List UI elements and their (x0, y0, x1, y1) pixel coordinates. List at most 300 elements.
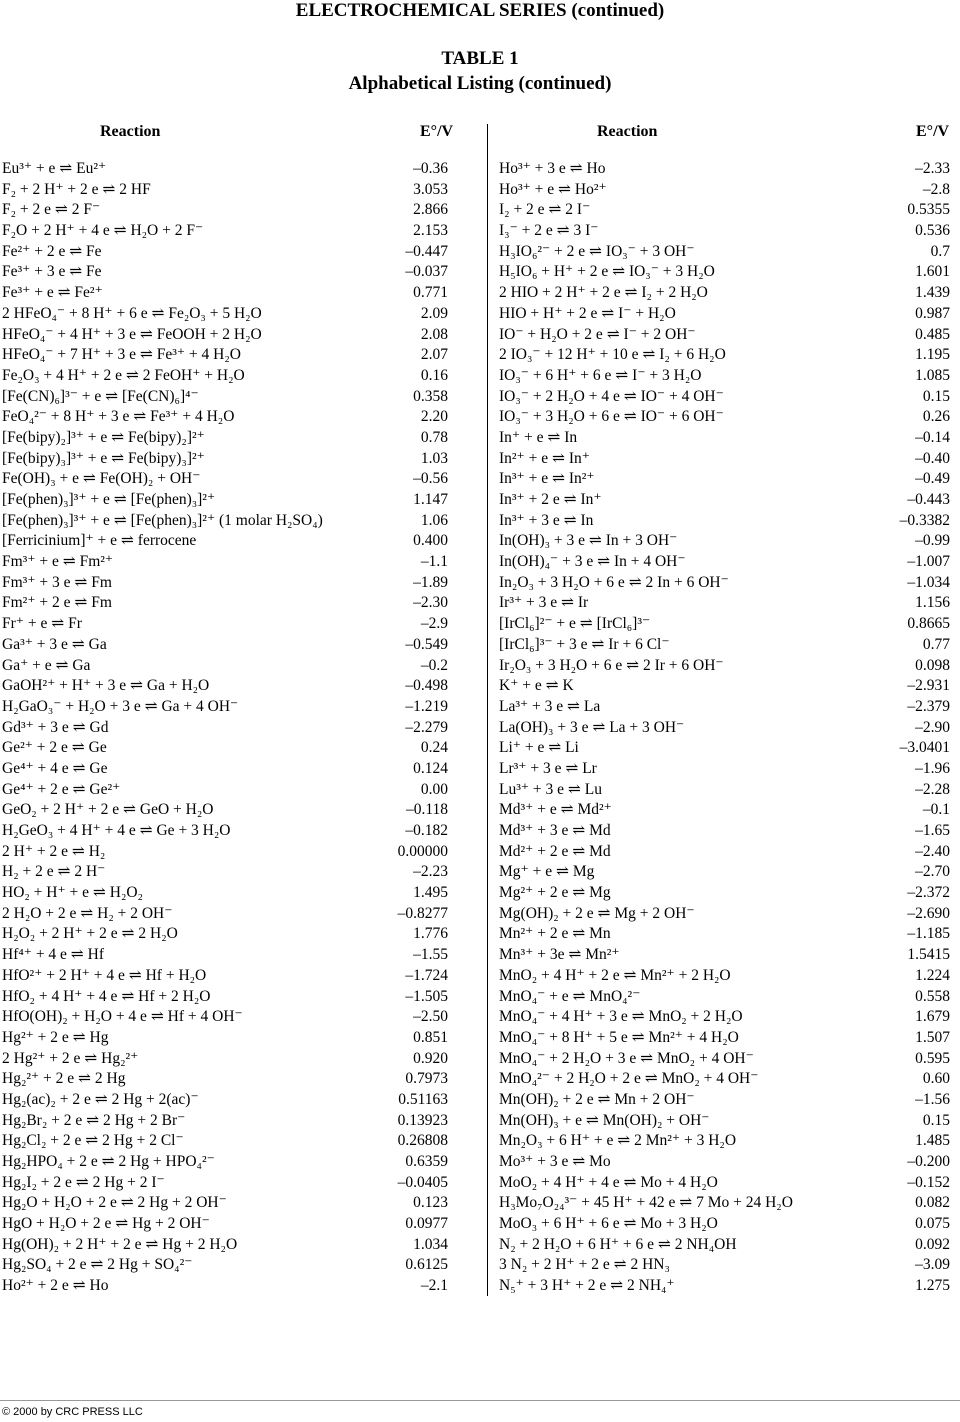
table-row (499, 490, 950, 511)
copyright-footer: © 2000 by CRC PRESS LLC (2, 1406, 143, 1418)
table-row (2, 531, 450, 552)
potential-value: –0.118 (405, 801, 448, 819)
table-row (2, 738, 450, 759)
reaction-equation: HO₂ + H⁺ + e ⇌ H₂O₂ (2, 884, 143, 902)
table-row (2, 697, 450, 718)
table-row (499, 800, 950, 821)
potential-value: 0.15 (922, 387, 950, 405)
potential-value: –0.14 (915, 428, 950, 446)
potential-value: –2.33 (915, 160, 950, 177)
reaction-equation: [Fe(phen)₃]³⁺ + e ⇌ [Fe(phen)₃]²⁺ (2, 491, 216, 508)
table-row (499, 924, 950, 945)
potential-value: 0.536 (915, 222, 950, 240)
table-row (499, 449, 950, 470)
reaction-equation: GaOH²⁺ + H⁺ + 3 e ⇌ Ga + H₂O (2, 677, 210, 695)
potential-value: 0.098 (915, 656, 950, 674)
reaction-equation: F₂O + 2 H⁺ + 4 e ⇌ H₂O + 2 F⁻ (2, 222, 204, 240)
potential-value: 1.224 (915, 966, 950, 984)
table-row (2, 1152, 450, 1173)
table-row (2, 262, 450, 283)
potential-value: 1.085 (915, 366, 950, 384)
reaction-equation: HfO₂ + 4 H⁺ + 4 e ⇌ Hf + 2 H₂O (2, 987, 211, 1005)
reaction-equation: Ga⁺ + e ⇌ Ga (2, 656, 91, 674)
reaction-equation: MoO₃ + 6 H⁺ + 6 e ⇌ Mo + 3 H₂O (499, 1215, 718, 1233)
potential-value: 0.00 (420, 780, 448, 798)
reaction-equation: Md²⁺ + 2 e ⇌ Md (499, 842, 611, 860)
potential-value: –0.182 (405, 822, 448, 839)
potential-value: 0.595 (915, 1049, 950, 1067)
reaction-equation: Hg₂HPO₄ + 2 e ⇌ 2 Hg + HPO₄²⁻ (2, 1153, 215, 1170)
table-row (499, 159, 950, 180)
reaction-equation: Mg(OH)₂ + 2 e ⇌ Mg + 2 OH⁻ (499, 904, 695, 922)
potential-value: 2.153 (413, 222, 448, 240)
potential-value: –0.2 (420, 656, 448, 674)
reaction-equation: MnO₄²⁻ + 2 H₂O + 2 e ⇌ MnO₂ + 4 OH⁻ (499, 1070, 759, 1088)
reaction-equation: HgO + H₂O + 2 e ⇌ Hg + 2 OH⁻ (2, 1215, 210, 1233)
reaction-equation: H₃Mo₇O₂₄³⁻ + 45 H⁺ + 42 e ⇌ 7 Mo + 24 H₂O (499, 1194, 793, 1212)
reaction-equation: Mn³⁺ + 3e ⇌ Mn²⁺ (499, 946, 620, 964)
left-reaction-table (2, 159, 450, 1297)
reaction-equation: Ho²⁺ + 2 e ⇌ Ho (2, 1277, 109, 1295)
table-row (2, 945, 450, 966)
reaction-equation: In³⁺ + 3 e ⇌ In (499, 511, 594, 529)
reaction-equation: Hg₂Br₂ + 2 e ⇌ 2 Hg + 2 Br⁻ (2, 1111, 186, 1129)
potential-value: –1.96 (915, 759, 950, 777)
potential-value: –0.0405 (397, 1173, 448, 1191)
potential-value: –1.219 (405, 697, 448, 715)
potential-value: 0.5355 (907, 201, 950, 219)
potential-value: –2.8 (922, 180, 950, 198)
table-row (2, 718, 450, 739)
table-row (2, 614, 450, 635)
table-row (499, 1276, 950, 1297)
table-row (2, 469, 450, 490)
potential-value: 2.07 (420, 346, 448, 364)
table-row (2, 428, 450, 449)
potential-value: –2.30 (413, 594, 448, 612)
reaction-equation: Mn²⁺ + 2 e ⇌ Mn (499, 925, 611, 943)
potential-value: 1.5415 (907, 946, 950, 964)
potential-value: 0.16 (420, 366, 448, 384)
table-row (499, 407, 950, 428)
potential-value: 1.275 (915, 1277, 950, 1295)
potential-value: 0.24 (420, 739, 448, 757)
potential-value: 0.26 (922, 408, 950, 426)
reaction-equation: Gd³⁺ + 3 e ⇌ Gd (2, 718, 109, 736)
reaction-equation: In³⁺ + 2 e ⇌ In⁺ (499, 491, 602, 508)
table-row (499, 987, 950, 1008)
potential-value: 1.147 (413, 491, 448, 508)
reaction-equation: F₂ + 2 H⁺ + 2 e ⇌ 2 HF (2, 180, 151, 198)
table-row (2, 283, 450, 304)
reaction-equation: Mg⁺ + e ⇌ Mg (499, 863, 595, 881)
reaction-equation: Ge⁴⁺ + 2 e ⇌ Ge²⁺ (2, 780, 121, 798)
table-row (2, 387, 450, 408)
reaction-equation: Eu³⁺ + e ⇌ Eu²⁺ (2, 160, 107, 177)
table-row (2, 1193, 450, 1214)
potential-value: 1.195 (915, 346, 950, 364)
reaction-equation: N₅⁺ + 3 H⁺ + 2 e ⇌ 2 NH₄⁺ (499, 1277, 675, 1295)
reaction-equation: I₂ + 2 e ⇌ 2 I⁻ (499, 201, 591, 219)
reaction-equation: Fm²⁺ + 2 e ⇌ Fm (2, 594, 112, 612)
potential-value: –0.443 (907, 491, 950, 508)
table-row (2, 221, 450, 242)
reaction-equation: 2 HIO + 2 H⁺ + 2 e ⇌ I₂ + 2 H₂O (499, 284, 708, 302)
potential-value: 0.123 (413, 1194, 448, 1212)
table-row (2, 1007, 450, 1028)
reaction-equation: IO⁻ + H₂O + 2 e ⇌ I⁻ + 2 OH⁻ (499, 325, 696, 343)
reaction-equation: [Fe(phen)₃]³⁺ + e ⇌ [Fe(phen)₃]²⁺ (1 molar H₂SO₄) (2, 511, 323, 529)
right-reaction-header: Reaction (597, 123, 658, 140)
potential-value: 0.60 (922, 1070, 950, 1088)
potential-value: 0.15 (922, 1111, 950, 1129)
potential-value: –2.9 (420, 615, 448, 633)
table-row (499, 1090, 950, 1111)
table-row (499, 262, 950, 283)
reaction-equation: In⁺ + e ⇌ In (499, 428, 578, 446)
potential-value: 0.00000 (397, 842, 448, 860)
reaction-equation: Fe₂O₃ + 4 H⁺ + 2 e ⇌ 2 FeOH⁺ + H₂O (2, 366, 245, 384)
potential-value: –1.89 (413, 573, 448, 591)
right-reaction-table (499, 159, 950, 1297)
reaction-equation: [IrCl₆]²⁻ + e ⇌ [IrCl₆]³⁻ (499, 615, 651, 633)
footer-rule (0, 1400, 960, 1401)
potential-value: –1.55 (413, 946, 448, 964)
reaction-equation: Lr³⁺ + 3 e ⇌ Lr (499, 759, 597, 777)
table-row (2, 904, 450, 925)
potential-value: –2.279 (405, 718, 448, 736)
reaction-equation: H₃IO₆²⁻ + 2 e ⇌ IO₃⁻ + 3 OH⁻ (499, 242, 695, 260)
table-row (499, 1173, 950, 1194)
table-row (499, 945, 950, 966)
table-row (499, 387, 950, 408)
potential-value: –3.09 (915, 1256, 950, 1274)
table-row (2, 987, 450, 1008)
potential-value: –0.99 (915, 532, 950, 550)
reaction-equation: 2 IO₃⁻ + 12 H⁺ + 10 e ⇌ I₂ + 6 H₂O (499, 346, 726, 364)
reaction-equation: H₂GaO₃⁻ + H₂O + 3 e ⇌ Ga + 4 OH⁻ (2, 697, 239, 715)
reaction-equation: Fm³⁺ + e ⇌ Fm²⁺ (2, 553, 114, 571)
table-row (499, 366, 950, 387)
table-row (499, 1007, 950, 1028)
reaction-equation: HfO²⁺ + 2 H⁺ + 4 e ⇌ Hf + H₂O (2, 966, 207, 984)
potential-value: –3.0401 (899, 739, 950, 757)
reaction-equation: IO₃⁻ + 3 H₂O + 6 e ⇌ IO⁻ + 6 OH⁻ (499, 408, 724, 426)
table-row (499, 635, 950, 656)
reaction-equation: Mo³⁺ + 3 e ⇌ Mo (499, 1153, 611, 1170)
table-row (2, 924, 450, 945)
reaction-equation: H₂O₂ + 2 H⁺ + 2 e ⇌ 2 H₂O (2, 925, 178, 943)
reaction-equation: Ga³⁺ + 3 e ⇌ Ga (2, 635, 107, 653)
reaction-equation: MnO₂ + 4 H⁺ + 2 e ⇌ Mn²⁺ + 2 H₂O (499, 966, 731, 984)
table-row (2, 304, 450, 325)
reaction-equation: FeO₄²⁻ + 8 H⁺ + 3 e ⇌ Fe³⁺ + 4 H₂O (2, 408, 235, 426)
reaction-equation: 2 H⁺ + 2 e ⇌ H₂ (2, 842, 106, 860)
reaction-equation: HfO(OH)₂ + H₂O + 4 e ⇌ Hf + 4 OH⁻ (2, 1008, 243, 1026)
potential-value: 1.601 (915, 263, 950, 281)
table-row (499, 1131, 950, 1152)
potential-value: –0.447 (405, 242, 448, 260)
table-row (2, 1276, 450, 1297)
potential-value: 0.0977 (405, 1215, 448, 1233)
potential-value: –1.724 (405, 966, 448, 984)
potential-value: –0.8277 (397, 904, 448, 922)
reaction-equation: MnO₄⁻ + 8 H⁺ + 5 e ⇌ Mn²⁺ + 4 H₂O (499, 1028, 739, 1046)
potential-value: –2.50 (413, 1008, 448, 1026)
reaction-equation: Fe²⁺ + 2 e ⇌ Fe (2, 242, 102, 260)
table-row (2, 159, 450, 180)
reaction-equation: Mn(OH)₂ + 2 e ⇌ Mn + 2 OH⁻ (499, 1090, 695, 1108)
table-row (2, 242, 450, 263)
table-row (499, 676, 950, 697)
reaction-equation: HIO + H⁺ + 2 e ⇌ I⁻ + H₂O (499, 304, 676, 322)
table-row (499, 531, 950, 552)
table-row (499, 1255, 950, 1276)
table-row (2, 862, 450, 883)
table-row (499, 200, 950, 221)
table-row (499, 1049, 950, 1070)
table-row (2, 573, 450, 594)
potential-value: –0.1 (922, 801, 950, 819)
reaction-equation: Ge⁴⁺ + 4 e ⇌ Ge (2, 759, 108, 777)
reaction-equation: Hg(OH)₂ + 2 H⁺ + 2 e ⇌ Hg + 2 H₂O (2, 1235, 238, 1253)
reaction-equation: Ir₂O₃ + 3 H₂O + 6 e ⇌ 2 Ir + 6 OH⁻ (499, 656, 724, 674)
table-row (499, 821, 950, 842)
table-row (2, 1049, 450, 1070)
reaction-equation: 3 N₂ + 2 H⁺ + 2 e ⇌ 2 HN₃ (499, 1256, 670, 1274)
table-row (2, 1028, 450, 1049)
potential-value: 1.034 (413, 1235, 448, 1253)
table-row (2, 656, 450, 677)
potential-value: –0.037 (405, 263, 448, 281)
potential-value: –2.372 (907, 884, 950, 902)
reaction-equation: Hf⁴⁺ + 4 e ⇌ Hf (2, 946, 105, 964)
potential-value: –1.034 (907, 573, 950, 591)
reaction-equation: MoO₂ + 4 H⁺ + 4 e ⇌ Mo + 4 H₂O (499, 1173, 718, 1191)
potential-value: –2.931 (907, 677, 950, 695)
table-row (2, 676, 450, 697)
table-row (499, 966, 950, 987)
reaction-equation: Hg₂Cl₂ + 2 e ⇌ 2 Hg + 2 Cl⁻ (2, 1132, 184, 1150)
reaction-equation: MnO₄⁻ + e ⇌ MnO₄²⁻ (499, 987, 641, 1005)
reaction-equation: H₂ + 2 e ⇌ 2 H⁻ (2, 863, 106, 881)
table-row (499, 593, 950, 614)
potential-value: –0.40 (915, 449, 950, 467)
table-row (499, 1069, 950, 1090)
potential-value: 0.771 (413, 284, 448, 302)
reaction-equation: Ho³⁺ + 3 e ⇌ Ho (499, 160, 606, 177)
potential-value: 0.358 (413, 387, 448, 405)
reaction-equation: Mn(OH)₃ + e ⇌ Mn(OH)₂ + OH⁻ (499, 1111, 710, 1129)
reaction-equation: H₂GeO₃ + 4 H⁺ + 4 e ⇌ Ge + 3 H₂O (2, 822, 231, 839)
table-row (499, 842, 950, 863)
table-row (2, 635, 450, 656)
table-row (499, 883, 950, 904)
table-row (499, 283, 950, 304)
reaction-equation: Mn₂O₃ + 6 H⁺ + e ⇌ 2 Mn²⁺ + 3 H₂O (499, 1132, 737, 1150)
reaction-equation: H₅IO₆ + H⁺ + 2 e ⇌ IO₃⁻ + 3 H₂O (499, 263, 715, 281)
table-row (2, 800, 450, 821)
potential-value: 0.987 (915, 304, 950, 322)
potential-value: 0.13923 (397, 1111, 448, 1129)
reaction-equation: [IrCl₆]³⁻ + 3 e ⇌ Ir + 6 Cl⁻ (499, 635, 670, 653)
reaction-equation: 2 Hg²⁺ + 2 e ⇌ Hg₂²⁺ (2, 1049, 139, 1067)
table-row (2, 449, 450, 470)
reaction-equation: Hg₂I₂ + 2 e ⇌ 2 Hg + 2 I⁻ (2, 1173, 165, 1191)
potential-value: 0.558 (915, 987, 950, 1005)
potential-value: 0.7 (930, 242, 950, 260)
table-row (499, 428, 950, 449)
table-subtitle: Alphabetical Listing (continued) (348, 73, 612, 94)
potential-value: 1.507 (915, 1028, 950, 1046)
table-row (499, 1152, 950, 1173)
potential-value: 2.09 (420, 304, 448, 322)
table-row (499, 1235, 950, 1256)
table-row (2, 593, 450, 614)
potential-value: –2.40 (915, 842, 950, 860)
table-row (499, 552, 950, 573)
table-row (499, 180, 950, 201)
potential-value: –1.1 (420, 553, 448, 571)
table-row (499, 345, 950, 366)
potential-value: –0.200 (907, 1153, 950, 1170)
table-row (499, 718, 950, 739)
reaction-equation: 2 HFeO₄⁻ + 8 H⁺ + 6 e ⇌ Fe₂O₃ + 5 H₂O (2, 304, 262, 322)
potential-value: –2.690 (907, 904, 950, 922)
reaction-equation: La(OH)₃ + 3 e ⇌ La + 3 OH⁻ (499, 718, 685, 736)
potential-value: 1.156 (915, 594, 950, 612)
table-row (499, 304, 950, 325)
potential-value: 1.03 (420, 449, 448, 467)
reaction-equation: Fr⁺ + e ⇌ Fr (2, 615, 82, 633)
table-row (2, 1214, 450, 1235)
table-row (2, 325, 450, 346)
potential-value: 0.26808 (397, 1132, 448, 1150)
reaction-equation: IO₃⁻ + 6 H⁺ + 6 e ⇌ I⁻ + 3 H₂O (499, 366, 702, 384)
reaction-equation: 2 H₂O + 2 e ⇌ H₂ + 2 OH⁻ (2, 904, 173, 922)
potential-value: 2.20 (420, 408, 448, 426)
potential-value: –0.3382 (899, 511, 950, 529)
reaction-equation: Hg₂²⁺ + 2 e ⇌ 2 Hg (2, 1070, 126, 1088)
table-row (2, 1069, 450, 1090)
potential-value: 1.485 (915, 1132, 950, 1150)
reaction-equation: Li⁺ + e ⇌ Li (499, 739, 579, 757)
potential-value: –2.1 (420, 1277, 448, 1295)
potential-value: 0.77 (922, 635, 950, 653)
reaction-equation: Ge²⁺ + 2 e ⇌ Ge (2, 739, 107, 757)
column-divider (487, 124, 488, 1296)
reaction-equation: Fe³⁺ + e ⇌ Fe²⁺ (2, 284, 103, 302)
reaction-equation: Ho³⁺ + e ⇌ Ho²⁺ (499, 180, 607, 198)
table-row (2, 552, 450, 573)
table-row (2, 1255, 450, 1276)
potential-value: 1.06 (420, 511, 448, 529)
potential-value: –1.56 (915, 1090, 950, 1108)
potential-value: –2.23 (413, 863, 448, 881)
table-row (499, 1111, 950, 1132)
reaction-equation: In³⁺ + e ⇌ In²⁺ (499, 470, 595, 488)
potential-value: 0.8665 (907, 615, 950, 633)
potential-value: –2.28 (915, 780, 950, 798)
right-potential-header: E°/V (916, 123, 950, 140)
reaction-equation: Fm³⁺ + 3 e ⇌ Fm (2, 573, 112, 591)
table-row (499, 759, 950, 780)
potential-value: 0.6359 (405, 1153, 448, 1170)
potential-value: 0.7973 (405, 1070, 448, 1088)
table-row (499, 325, 950, 346)
potential-value: –0.36 (413, 160, 448, 177)
potential-value: –0.152 (907, 1173, 950, 1191)
potential-value: –2.379 (907, 697, 950, 715)
reaction-equation: In(OH)₃ + 3 e ⇌ In + 3 OH⁻ (499, 532, 678, 550)
reaction-equation: Fe(OH)₃ + e ⇌ Fe(OH)₂ + OH⁻ (2, 470, 201, 488)
potential-value: 0.51163 (398, 1090, 448, 1108)
reaction-equation: Lu³⁺ + 3 e ⇌ Lu (499, 780, 602, 798)
potential-value: 1.495 (413, 884, 448, 902)
potential-value: –0.498 (405, 677, 448, 695)
table-row (499, 862, 950, 883)
table-row (499, 1193, 950, 1214)
reaction-equation: Hg₂(ac)₂ + 2 e ⇌ 2 Hg + 2(ac)⁻ (2, 1090, 199, 1108)
reaction-equation: Hg₂SO₄ + 2 e ⇌ 2 Hg + SO₄²⁻ (2, 1256, 193, 1274)
potential-value: 0.124 (413, 759, 448, 777)
table-row (2, 780, 450, 801)
potential-value: –1.505 (405, 987, 448, 1005)
potential-value: 0.78 (420, 428, 448, 446)
table-row (499, 221, 950, 242)
potential-value: 3.053 (413, 180, 448, 198)
reaction-equation: [Fe(bipy)₃]³⁺ + e ⇌ Fe(bipy)₃]²⁺ (2, 449, 205, 467)
table-row (2, 407, 450, 428)
table-row (2, 883, 450, 904)
reaction-equation: MnO₄⁻ + 4 H⁺ + 3 e ⇌ MnO₂ + 2 H₂O (499, 1008, 743, 1026)
potential-value: –1.007 (907, 553, 950, 571)
table-row (499, 1214, 950, 1235)
reaction-equation: La³⁺ + 3 e ⇌ La (499, 697, 601, 715)
reaction-equation: IO₃⁻ + 2 H₂O + 4 e ⇌ IO⁻ + 4 OH⁻ (499, 387, 724, 405)
table-title: TABLE 1 (441, 48, 519, 69)
left-potential-header: E°/V (420, 123, 454, 140)
potential-value: –0.49 (915, 470, 950, 488)
potential-value: 0.075 (915, 1215, 950, 1233)
potential-value: –1.185 (907, 925, 950, 943)
table-row (2, 821, 450, 842)
table-row (499, 1028, 950, 1049)
table-row (2, 842, 450, 863)
reaction-equation: HFeO₄⁻ + 7 H⁺ + 3 e ⇌ Fe³⁺ + 4 H₂O (2, 346, 241, 364)
table-row (499, 656, 950, 677)
table-row (2, 200, 450, 221)
reaction-equation: I₃⁻ + 2 e ⇌ 3 I⁻ (499, 222, 599, 240)
potential-value: –0.56 (413, 470, 448, 488)
running-title: ELECTROCHEMICAL SERIES (continued) (295, 0, 665, 21)
table-row (2, 511, 450, 532)
table-row (499, 469, 950, 490)
table-row (2, 1235, 450, 1256)
potential-value: 0.082 (915, 1194, 950, 1212)
table-row (499, 614, 950, 635)
reaction-equation: K⁺ + e ⇌ K (499, 677, 574, 695)
reaction-equation: In₂O₃ + 3 H₂O + 6 e ⇌ 2 In + 6 OH⁻ (499, 573, 729, 591)
table-row (2, 1131, 450, 1152)
table-row (2, 490, 450, 511)
potential-value: 2.08 (420, 325, 448, 343)
reaction-equation: [Fe(CN)₆]³⁻ + e ⇌ [Fe(CN)₆]⁴⁻ (2, 387, 199, 405)
reaction-equation: HFeO₄⁻ + 4 H⁺ + 3 e ⇌ FeOOH + 2 H₂O (2, 325, 262, 343)
potential-value: 0.6125 (405, 1256, 448, 1274)
potential-value: 1.679 (915, 1008, 950, 1026)
table-row (499, 573, 950, 594)
